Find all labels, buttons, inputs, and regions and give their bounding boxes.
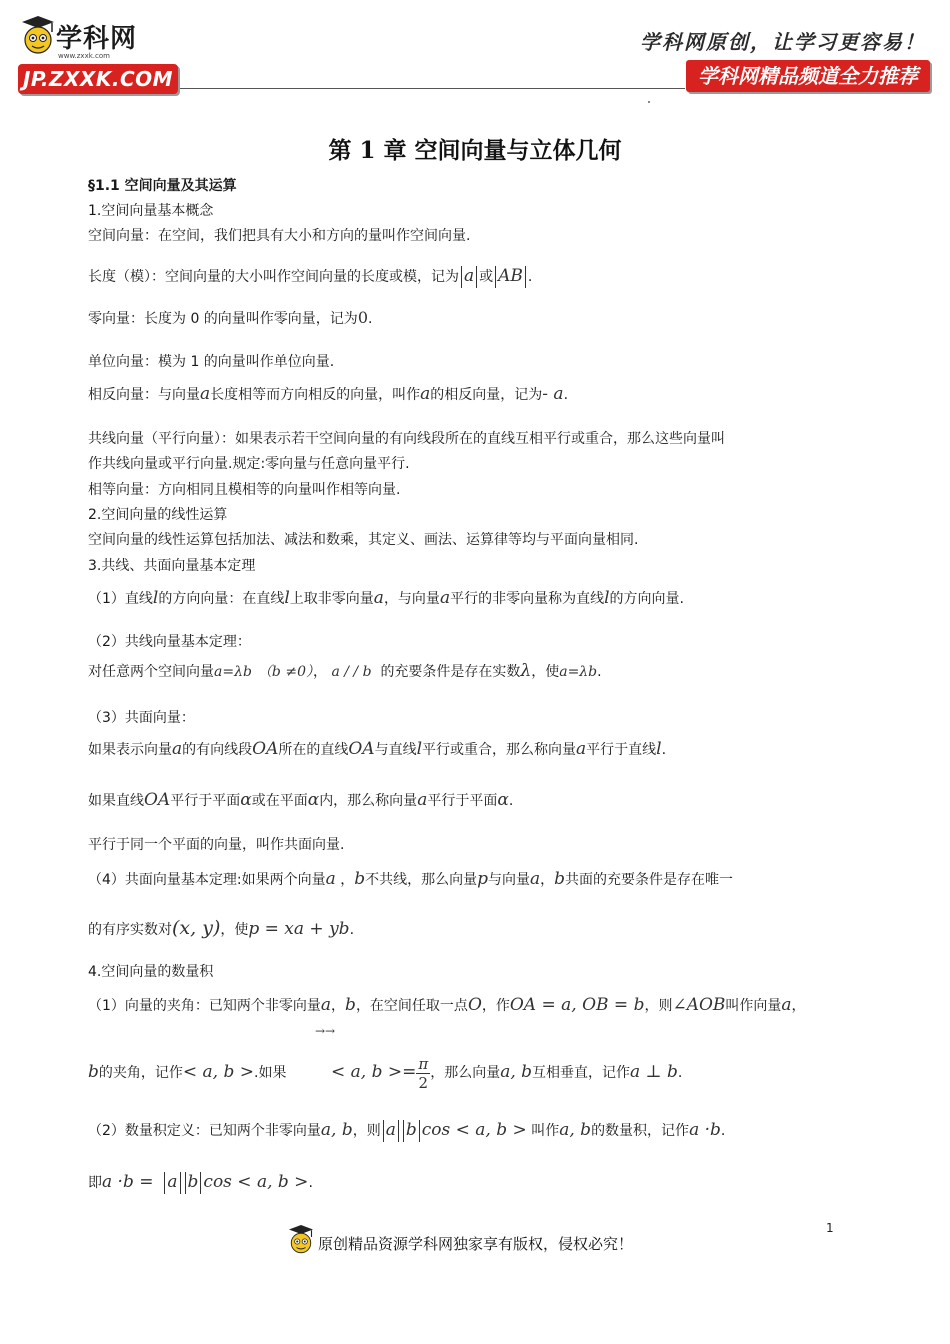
para-opposite: 相反向量：与向量a长度相等而方向相反的向量，叫作a的相反向量，记为- a.: [88, 384, 569, 404]
para-collinear-theorem: （2）共线向量基本定理：: [88, 634, 251, 650]
site-logo[interactable]: [18, 14, 183, 96]
pi-over-two: $\frac{\pi}{2}$: [418, 1054, 429, 1092]
para-coplanar-theorem-2: 的有序实数对(x, y)，使p = xa + yb.: [88, 917, 355, 939]
para-collinear-1: 共线向量（平行向量）：如果表示若干空间向量的有向线段所在的直线互相平行或重合，那么这些向量叫: [88, 431, 725, 447]
para-angle-2: b的夹角，记作< a, b >.如果 < a, b >= $\frac{\pi}{2}$ ，那么向量a, b互相垂直，记作a ⊥ b.: [88, 1054, 683, 1092]
logo-name: 学科网: [56, 24, 138, 54]
heading-3: 3.共线、共面向量基本定理: [88, 558, 256, 574]
para-coplanar-line: 如果表示向量a的有向线段OA所在的直线OA与直线l平行或重合，那么称向量a平行于直线l.: [88, 739, 667, 759]
stray-dot: [648, 101, 650, 103]
logo-jp-badge: JP.ZXXK.COM: [18, 64, 178, 94]
para-dot-product: （2）数量积定义：已知两个非零向量a, b，则 a b cos < a, b > 叫作a, b的数量积，记作a ·b.: [88, 1120, 726, 1140]
para-coplanar-def: 平行于同一个平面的向量，叫作共面向量.: [88, 837, 345, 853]
section-heading: §1.1 空间向量及其运算: [88, 178, 237, 194]
para-coplanar-theorem-1: （4）共面向量基本定理:如果两个向量a ，b不共线，那么向量p与向量a，b共面的充要条件是存在唯一: [88, 869, 734, 889]
para-direction-vector: （1）直线l的方向向量：在直线l上取非零向量a，与向量a平行的非零向量称为直线l的方向向量.: [88, 588, 684, 608]
para-angle: （1）向量的夹角：已知两个非零向量a，b，在空间任取一点O，作OA = a, OB = b，则∠AOB叫作向量a，: [88, 995, 806, 1015]
para-equal: 相等向量：方向相同且模相等的向量叫作相等向量.: [88, 482, 401, 498]
heading-4: 4.空间向量的数量积: [88, 964, 214, 980]
para-length: 长度（模）：空间向量的大小叫作空间向量的长度或模，记为 a 或 AB .: [88, 266, 533, 286]
para-linear: 空间向量的线性运算包括加法、减法和数乘，其定义、画法、运算律等均与平面向量相同.: [88, 532, 639, 548]
heading-2: 2.空间向量的线性运算: [88, 507, 228, 523]
para-coplanar: （3）共面向量：: [88, 710, 195, 726]
mascot-icon: [18, 14, 58, 58]
para-unit: 单位向量：模为 1 的向量叫作单位向量.: [88, 354, 335, 370]
para-coplanar-plane: 如果直线OA平行于平面α或在平面α内，那么称向量a平行于平面α.: [88, 790, 514, 810]
header-divider: [180, 88, 685, 89]
page-title: 第 1 章 空间向量与立体几何: [328, 137, 622, 164]
header-banner[interactable]: 学科网精品频道全力推荐: [686, 60, 930, 92]
para-collinear-condition: 对任意两个空间向量a=λb （b ≠0）， a / / b 的充要条件是存在实数λ，使a=λb.: [88, 661, 602, 681]
para-zero: 零向量：长度为 0 的向量叫作零向量，记为0.: [88, 308, 373, 327]
copyright-notice: 原创精品资源学科网独家享有版权，侵权必究！: [318, 1235, 634, 1253]
para-dot-formula: 即a ·b = a b cos < a, b >.: [88, 1172, 313, 1192]
para-space-vector: 空间向量：在空间，我们把具有大小和方向的量叫作空间向量.: [88, 228, 471, 244]
heading-1: 1.空间向量基本概念: [88, 203, 214, 219]
header-slogan: 学科网原创，让学习更容易！: [640, 30, 926, 54]
mascot-icon: [286, 1222, 316, 1258]
vector-arrows: →→: [315, 1024, 336, 1038]
para-collinear-2: 作共线向量或平行向量.规定:零向量与任意向量平行.: [88, 456, 410, 472]
page-number: 1: [826, 1221, 834, 1235]
logo-url: www.zxxk.com: [58, 52, 110, 60]
